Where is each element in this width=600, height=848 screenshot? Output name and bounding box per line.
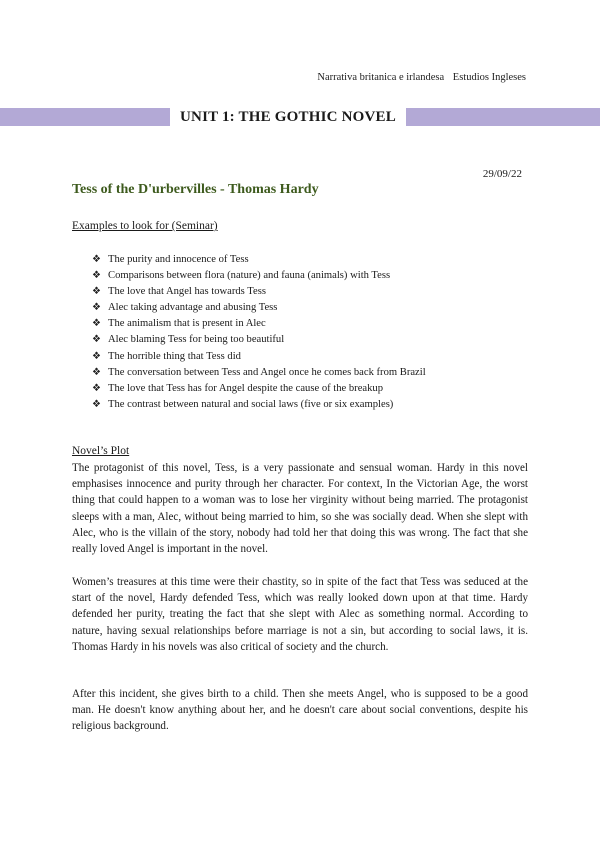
list-item-text: The animalism that is present in Alec xyxy=(108,318,266,330)
list-item-text: The purity and innocence of Tess xyxy=(108,254,249,265)
plot-heading: Novel’s Plot xyxy=(72,445,130,457)
list-item-text: The love that Angel has towards Tess xyxy=(108,286,266,298)
list-item-text: Alec taking advantage and abusing Tess xyxy=(108,302,278,314)
list-item xyxy=(92,381,426,397)
program-name: Estudios Ingleses xyxy=(452,72,526,83)
list-item-text: The horrible thing that Tess did xyxy=(108,350,241,362)
list-item-text: Alec blaming Tess for being too beautiful xyxy=(108,334,285,346)
list-item xyxy=(92,300,426,316)
list-item xyxy=(92,268,426,284)
list-item xyxy=(92,349,426,365)
examples-list xyxy=(92,252,426,413)
list-item xyxy=(92,397,426,413)
list-item xyxy=(92,284,426,300)
plot-paragraph: The protagonist of this novel, Tess, is a very passionate and sensual woman. Hardy in this novel emphasises innocence and purity through her character. For context, In the Victorian Age, the worst thing that could happen to a woman was to lose her virginity without being married. The protagonist sleeps with a man, Alec, without being married to him, so she was socially dead. When she slept with Alec, who is the villain of the story, nobody had told her that doing this was wrong. The fact that she really loved Angel is important in the novel. xyxy=(72,462,528,556)
diamond-bullet-icon: ❖ xyxy=(92,286,101,298)
diamond-bullet-icon: ❖ xyxy=(92,398,101,410)
page-header xyxy=(317,72,526,83)
list-item xyxy=(92,332,426,348)
document-title: Tess of the D'urbervilles - Thomas Hardy xyxy=(72,182,319,197)
plot-paragraph: After this incident, she gives birth to a child. Then she meets Angel, who is supposed to be a good man. He doesn't know anything about her, and he doesn't care about social conventions, despite his religious background. xyxy=(72,688,528,733)
diamond-bullet-icon: ❖ xyxy=(92,350,101,362)
course-name: Narrativa britanica e irlandesa xyxy=(317,72,445,83)
diamond-bullet-icon: ❖ xyxy=(92,382,101,394)
document-date: 29/09/22 xyxy=(482,168,522,180)
diamond-bullet-icon: ❖ xyxy=(92,254,101,265)
list-item-text: The love that Tess has for Angel despite the cause of the breakup xyxy=(108,382,384,394)
unit-title: UNIT 1: THE GOTHIC NOVEL xyxy=(170,104,406,130)
plot-paragraph: Women’s treasures at this time were their chastity, so in spite of the fact that Tess was seduced at the start of the novel, Hardy defended Tess, which was really looked down upon at that time. Hardy defended her purity, treating the fact that she slept with Alec as something normal. According to nature, having sexual relationships before marriage is not a sin, but according to social laws, it is. Thomas Hardy in his novels was also critical of society and the church. xyxy=(72,576,528,653)
diamond-bullet-icon: ❖ xyxy=(92,302,101,314)
list-item xyxy=(92,252,426,268)
diamond-bullet-icon: ❖ xyxy=(92,334,101,346)
list-item xyxy=(92,365,426,381)
diamond-bullet-icon: ❖ xyxy=(92,366,101,378)
list-item xyxy=(92,316,426,332)
diamond-bullet-icon: ❖ xyxy=(92,270,101,282)
list-item-text: The contrast between natural and social laws (five or six examples) xyxy=(108,398,394,410)
list-item-text: The conversation between Tess and Angel once he comes back from Brazil xyxy=(108,366,426,378)
list-item-text: Comparisons between flora (nature) and fauna (animals) with Tess xyxy=(108,270,391,282)
examples-heading: Examples to look for (Seminar) xyxy=(72,220,218,232)
diamond-bullet-icon: ❖ xyxy=(92,318,101,330)
